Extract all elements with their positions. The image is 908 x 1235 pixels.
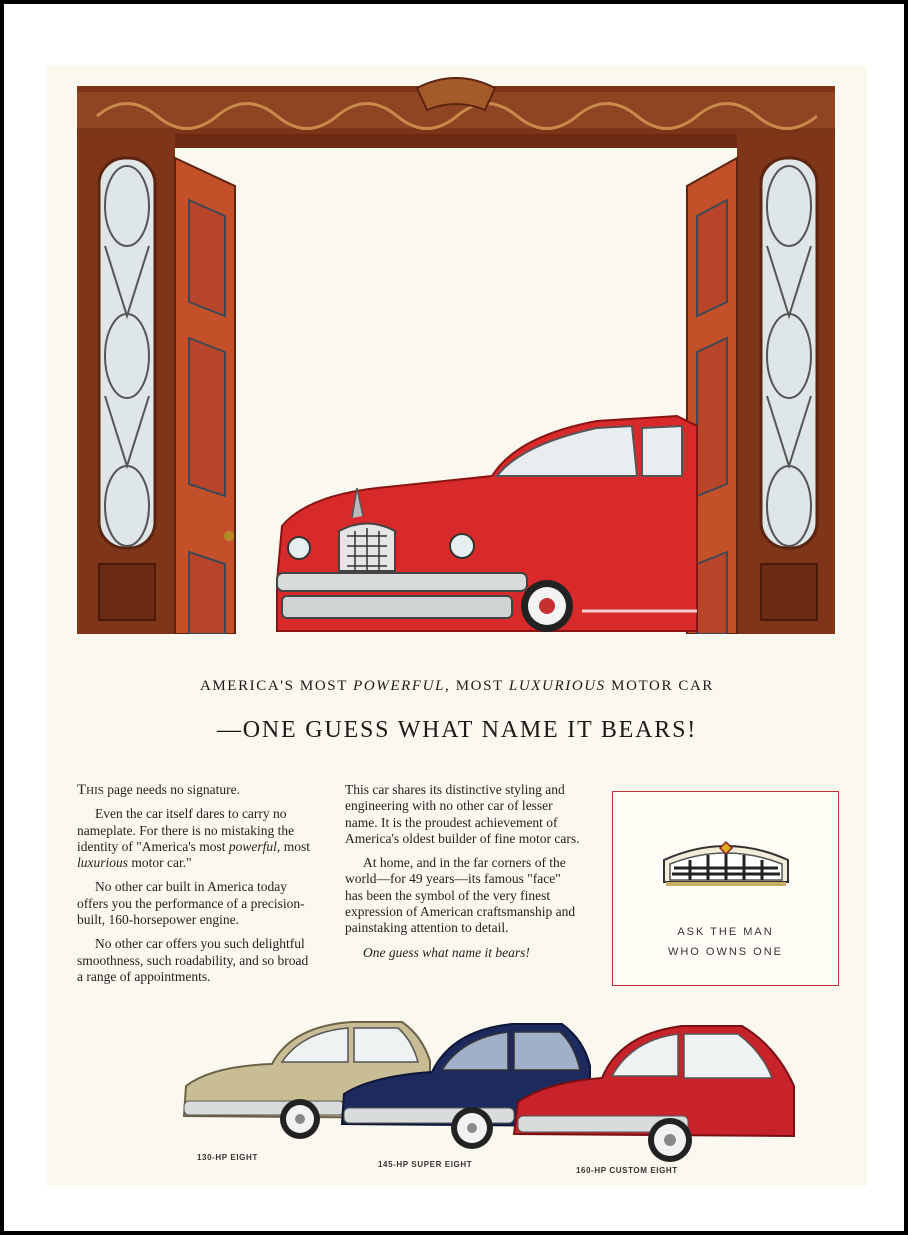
column1-luxurious: luxurious: [77, 855, 129, 871]
ask-line-2: WHO OWNS ONE: [667, 946, 784, 958]
headline-luxurious: LUXURIOUS: [508, 678, 606, 694]
car-caption-3: 160-HP CUSTOM EIGHT: [576, 1166, 678, 1175]
advertisement-page: [47, 66, 867, 1186]
headline-part-3: MOTOR CAR: [605, 678, 715, 694]
column1-paragraph-1-rest: page needs no signature.: [103, 782, 240, 797]
car-caption-1: 130-HP EIGHT: [197, 1153, 258, 1162]
column1-paragraph-4: No other car offers you such delightful smoothness, such roadability, and so broad a range of appointments.: [77, 936, 309, 984]
column1-paragraph-2: [77, 806, 312, 871]
car-caption-2: 145-HP SUPER EIGHT: [378, 1160, 473, 1169]
column2-tagline: One guess what name it bears!: [363, 944, 530, 960]
column1-paragraph-2-c: motor car.": [128, 855, 192, 871]
page-frame: [4, 4, 904, 1231]
headline-tagline: [47, 678, 867, 695]
body-column-2: [345, 782, 581, 969]
column1-paragraph-2-b: most: [280, 838, 310, 854]
column1-paragraph-3: No other car built in America today offers you the performance of a precision-built, 160-horsepower engine.: [77, 879, 305, 928]
doorway-illustration: [77, 76, 835, 634]
right-door-frame: [737, 134, 835, 634]
column2-paragraph-1: This car shares its distinctive styling and engineering with no other car of lesser name. It is the proudest achievement of America's oldest builder of fine motor cars.: [345, 782, 580, 846]
ask-line-1: ASK THE MAN: [677, 926, 774, 938]
ask-the-man-badge: [612, 791, 839, 986]
column2-paragraph-2: At home, and in the far corners of the world—for 49 years—its famous "face" has been the symbol of the very finest expression of American craftsmanship and painstaking attention to detail.: [345, 855, 576, 936]
column1-powerful: powerful,: [228, 838, 281, 854]
headline-powerful: POWERFUL,: [353, 678, 451, 694]
car-lineup-illustration: [172, 1006, 812, 1186]
column1-lead-word: This: [77, 782, 104, 798]
headline-part-1: AMERICA'S MOST: [199, 678, 354, 694]
column1-paragraph-2-a: Even the car itself dares to carry no nameplate. For there is no mistaking the identity of "America's most: [77, 806, 295, 854]
left-door-frame: [77, 134, 175, 634]
headline-main: —ONE GUESS WHAT NAME IT BEARS!: [216, 717, 698, 743]
ask-the-man-text: [613, 922, 838, 962]
body-column-1: [77, 782, 312, 993]
headline-part-2: MOST: [450, 678, 509, 694]
left-open-door: [175, 158, 235, 634]
carved-lintel: [77, 78, 835, 148]
column1-paragraph-1: [77, 782, 312, 798]
grille-emblem-icon: [660, 838, 792, 888]
